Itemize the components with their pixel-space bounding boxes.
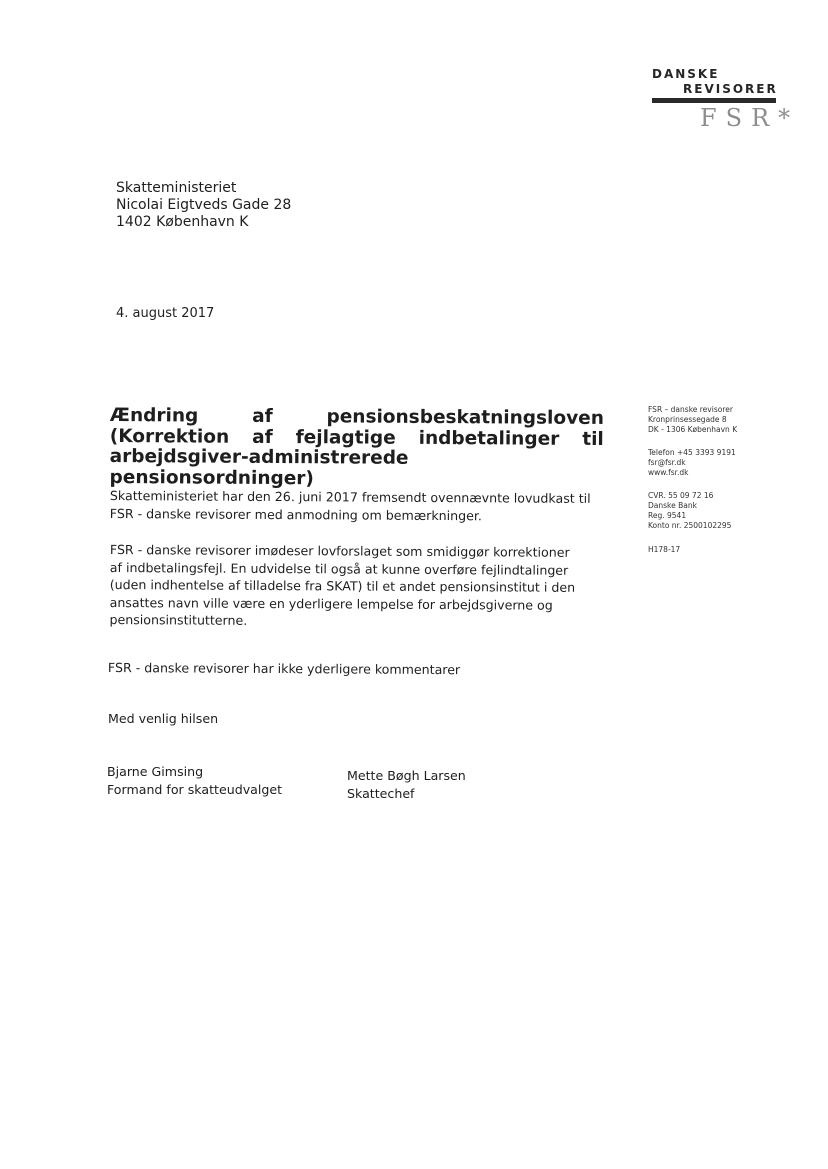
sidebar-street: Kronprinsessegade 8 xyxy=(648,415,727,424)
paragraph-2: FSR - danske revisorer imødeser lovforslaget som smidiggør korrektioner af indbetalingsfejl. En udvidelse til også at kunne overføre fejlindtalinger (uden indhentelse af tilladelse fra SKAT) til et andet pensionsinstitut i den ansattes navn ville være en yderligere lempelse for arbejdsgiverne og pensionsinstitutterne. xyxy=(109,542,576,628)
recipient-city: 1402 København K xyxy=(116,214,249,230)
recipient-street: Nicolai Eigtveds Gade 28 xyxy=(116,197,292,213)
letter-date: 4. august 2017 xyxy=(116,306,215,321)
signature-block-1 xyxy=(107,763,282,798)
sidebar-email: fsr@fsr.dk xyxy=(648,458,686,467)
signature-name: Mette Bøgh Larsen xyxy=(347,768,466,783)
sidebar-web: www.fsr.dk xyxy=(648,468,689,477)
recipient-name: Skatteministeriet xyxy=(116,180,237,196)
sidebar-bank xyxy=(648,491,731,531)
sidebar-reference: H178-17 xyxy=(648,545,681,554)
letter-heading: Ændring af pensionsbeskatningsloven (Korrektion af fejlagtige indbetalinger til arbejdsgiver-administrerede pensionsordninger) xyxy=(109,405,604,489)
signature-title: Formand for skatteudvalget xyxy=(107,781,283,797)
paragraph-1: Skatteministeriet har den 26. juni 2017 fremsendt ovennævnte lovudkast til FSR - danske revisorer med anmodning om bemærkninger. xyxy=(109,487,591,524)
signature-block-2 xyxy=(347,767,466,802)
logo-text-revisorer: REVISORER xyxy=(683,82,778,96)
sidebar-cvr: CVR. 55 09 72 16 xyxy=(648,491,714,500)
sidebar-reg: Reg. 9541 xyxy=(648,511,687,520)
recipient-address xyxy=(116,180,291,231)
sidebar-org: FSR – danske revisorer xyxy=(648,405,733,414)
sidebar-bank-name: Danske Bank xyxy=(648,501,697,510)
sidebar-city: DK - 1306 København K xyxy=(648,425,738,434)
paragraph-3: FSR - danske revisorer har ikke yderligere kommentarer xyxy=(107,660,461,678)
logo-text-danske: DANSKE xyxy=(652,67,720,81)
logo-bar xyxy=(652,98,776,103)
closing-phrase: Med venlig hilsen xyxy=(108,711,219,726)
signature-title: Skattechef xyxy=(347,785,415,801)
logo-mark: FSR* xyxy=(700,104,800,132)
sidebar-address xyxy=(648,405,737,435)
signature-name: Bjarne Gimsing xyxy=(107,764,204,779)
sidebar-contact xyxy=(648,448,736,478)
sidebar-account: Konto nr. 2500102295 xyxy=(648,521,732,530)
sidebar-phone: Telefon +45 3393 9191 xyxy=(648,448,736,457)
